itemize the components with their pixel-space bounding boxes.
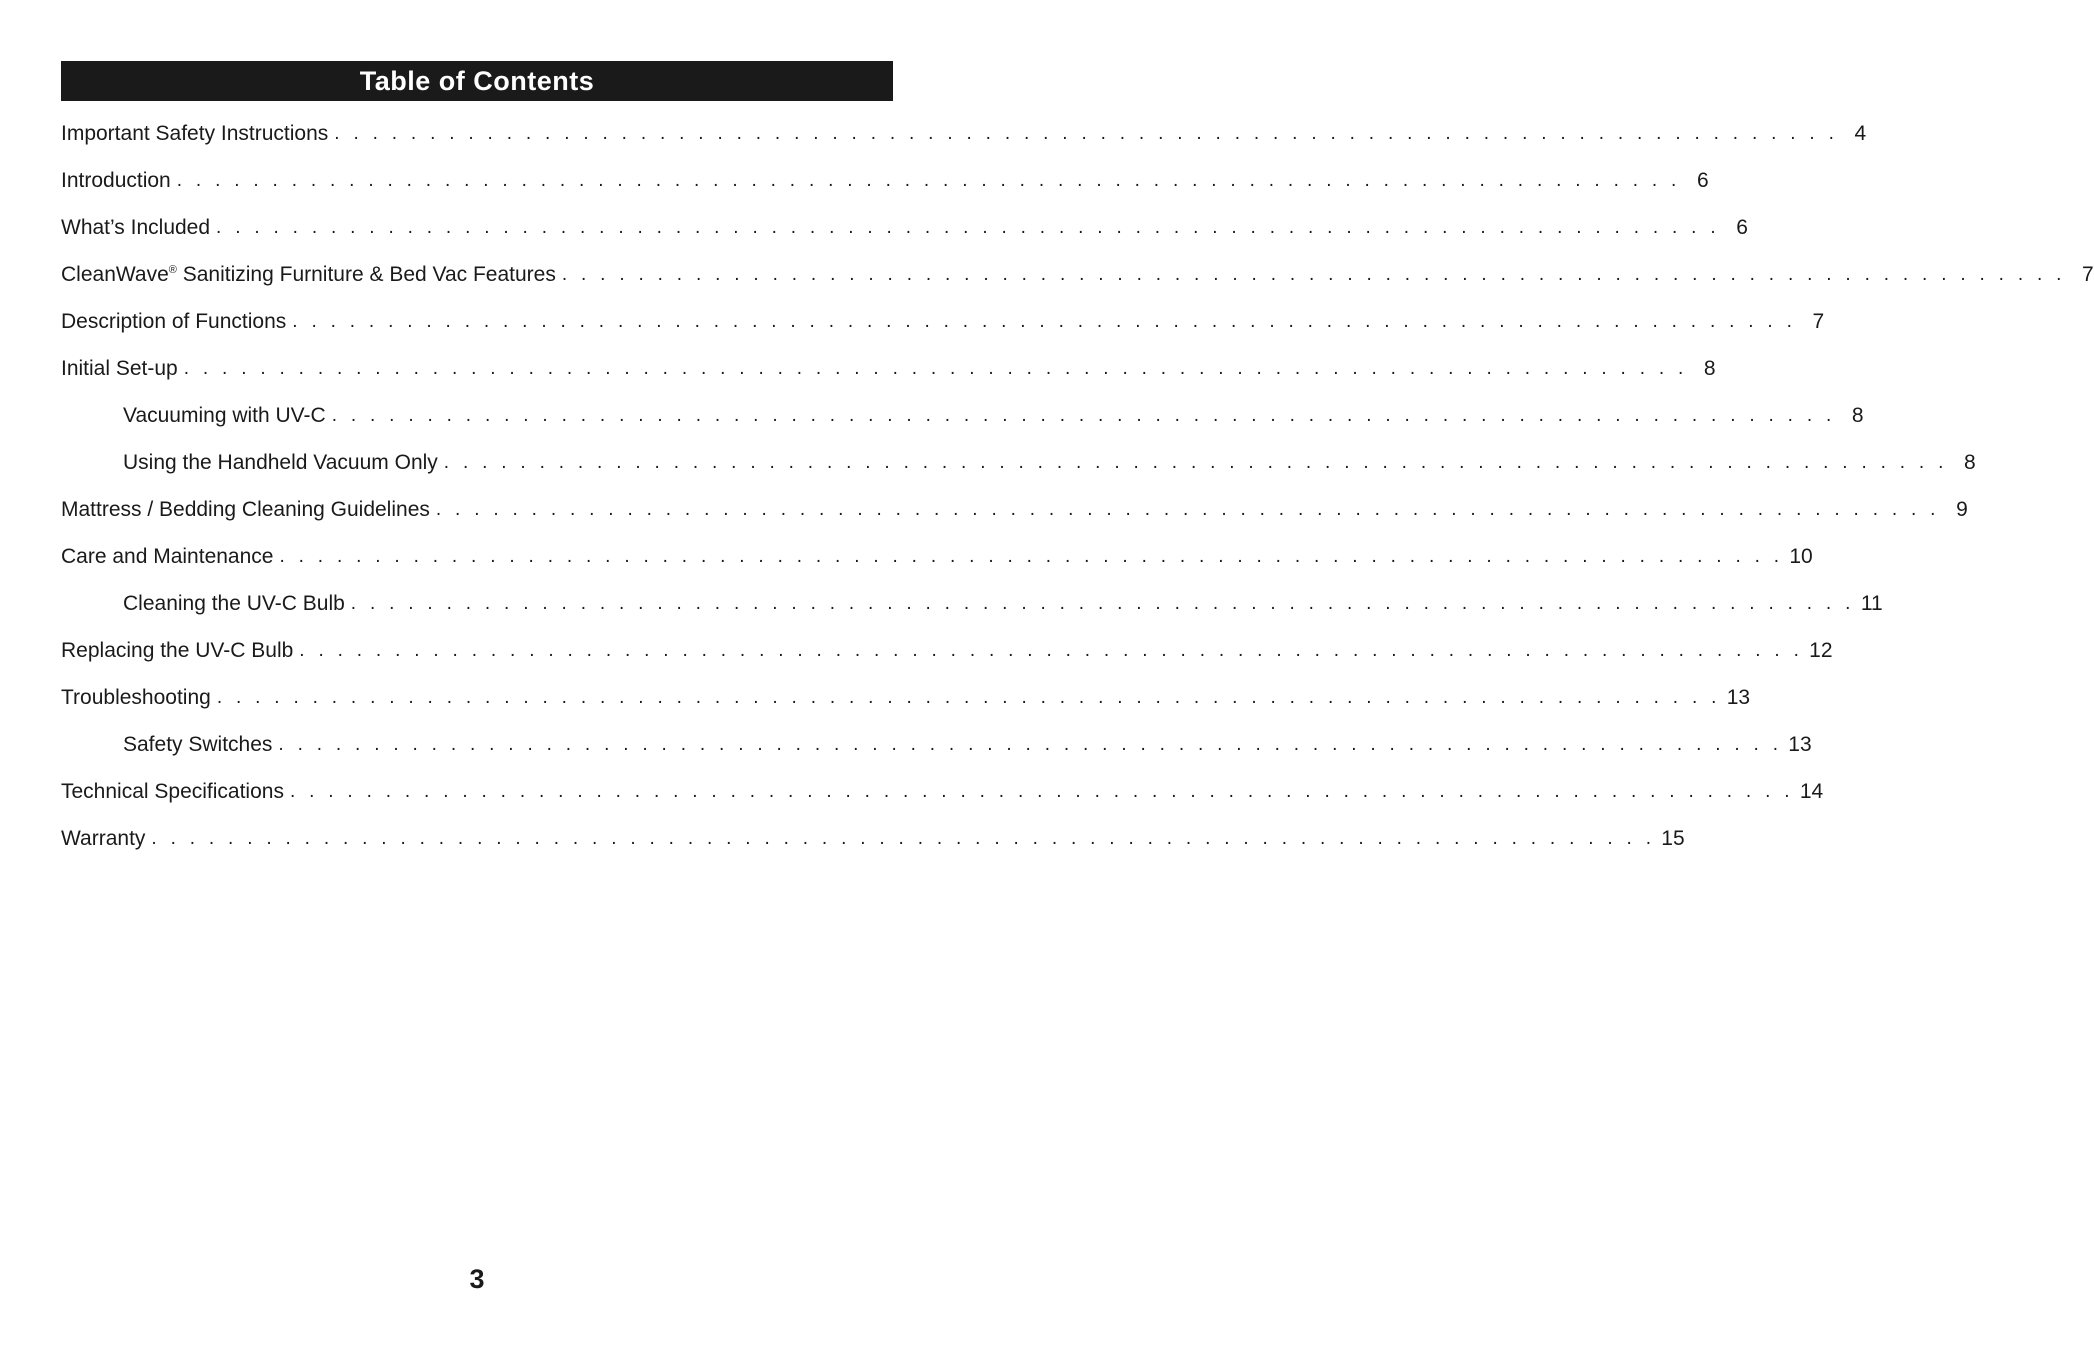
- toc-leader-dots: . . . . . . . . . . . . . . . . . . . . . . . . . . . . . . . . . . . . . . . . . . . . . . . . . . . . . . . . . . . . . . . . . . . . . . . . . . . . . . .: [443, 452, 1948, 473]
- toc-entry-page: 9: [1956, 498, 1968, 521]
- toc-entry[interactable]: [61, 204, 1748, 251]
- toc-leader-dots: . . . . . . . . . . . . . . . . . . . . . . . . . . . . . . . . . . . . . . . . . . . . . . . . . . . . . . . . . . . . . . . . . . . . . . . . . . . . . . .: [216, 217, 1720, 238]
- toc-leader-dots: . . . . . . . . . . . . . . . . . . . . . . . . . . . . . . . . . . . . . . . . . . . . . . . . . . . . . . . . . . . . . . . . . . . . . . . . . . . . . . .: [435, 499, 1940, 520]
- toc-entry-page: 8: [1851, 404, 1864, 427]
- toc-leader-dots: . . . . . . . . . . . . . . . . . . . . . . . . . . . . . . . . . . . . . . . . . . . . . . . . . . . . . . . . . . . . . . . . . . . . . . . . . . . . . . .: [278, 734, 1783, 755]
- toc-entry[interactable]: [61, 486, 1968, 533]
- toc-leader-dots: . . . . . . . . . . . . . . . . . . . . . . . . . . . . . . . . . . . . . . . . . . . . . . . . . . . . . . . . . . . . . . . . . . . . . . . . . . . . . . .: [561, 264, 2066, 285]
- toc-header-bar: [61, 61, 893, 101]
- toc-entry-title-brand: CleanWave: [61, 263, 169, 286]
- toc-entry-title: Initial Set-up: [61, 357, 178, 380]
- toc-entry-title: Warranty: [61, 827, 146, 850]
- toc-entry[interactable]: [61, 157, 1709, 204]
- toc-entry-title: Important Safety Instructions: [61, 122, 329, 145]
- toc-entry-title: Replacing the UV-C Bulb: [61, 639, 294, 662]
- page-title: Table of Contents: [359, 65, 595, 96]
- toc-entry-title: Mattress / Bedding Cleaning Guidelines: [61, 498, 430, 521]
- toc-entry-title: Care and Maintenance: [61, 545, 274, 568]
- toc-entry-title: What’s Included: [61, 216, 211, 239]
- toc-entry-page: 7: [2082, 263, 2094, 286]
- toc-leader-dots: . . . . . . . . . . . . . . . . . . . . . . . . . . . . . . . . . . . . . . . . . . . . . . . . . . . . . . . . . . . . . . . . . . . . . . . . . . . . . . .: [299, 640, 1804, 661]
- toc-entry[interactable]: [61, 533, 1813, 580]
- toc-entry-title: Technical Specifications: [61, 780, 284, 803]
- toc-entry-page: 10: [1789, 545, 1813, 568]
- toc-entry[interactable]: [61, 815, 1685, 862]
- toc-entry-title: Description of Functions: [61, 310, 287, 333]
- toc-entry[interactable]: [61, 627, 1833, 674]
- toc-entry-page: 13: [1788, 733, 1812, 756]
- toc-entry-page: 6: [1696, 169, 1709, 192]
- toc-leader-dots: . . . . . . . . . . . . . . . . . . . . . . . . . . . . . . . . . . . . . . . . . . . . . . . . . . . . . . . . . . . . . . . . . . . . . . . . . . . . . . .: [279, 546, 1784, 567]
- toc-leader-dots: . . . . . . . . . . . . . . . . . . . . . . . . . . . . . . . . . . . . . . . . . . . . . . . . . . . . . . . . . . . . . . . . . . . . . . . . . . . . . . .: [334, 123, 1839, 144]
- toc-entry-page: 6: [1736, 216, 1748, 239]
- toc-entry-title: Introduction: [61, 169, 171, 192]
- toc-subentry[interactable]: [61, 580, 1883, 627]
- toc-subentry[interactable]: [61, 392, 1864, 439]
- toc-entry[interactable]: [61, 251, 2094, 298]
- toc-entry-page: 4: [1854, 122, 1867, 145]
- toc-entry[interactable]: [61, 298, 1825, 345]
- page-number: 3: [469, 1264, 485, 1294]
- toc-entry-page: 13: [1726, 686, 1751, 709]
- toc-entry-page: 8: [1963, 451, 1976, 474]
- toc-entry-page: 14: [1799, 780, 1824, 803]
- toc-entry-page: 11: [1860, 592, 1883, 615]
- toc-entry-title: Cleaning the UV-C Bulb: [123, 592, 345, 615]
- toc-entry-title: [61, 264, 556, 285]
- toc-entry[interactable]: [61, 110, 1867, 157]
- toc-entry-page: 8: [1703, 357, 1716, 380]
- registered-mark: ®: [168, 264, 177, 276]
- toc-entry[interactable]: [61, 674, 1751, 721]
- toc-leader-dots: . . . . . . . . . . . . . . . . . . . . . . . . . . . . . . . . . . . . . . . . . . . . . . . . . . . . . . . . . . . . . . . . . . . . . . . . . . . . . . .: [151, 828, 1656, 849]
- toc-entry-title: Troubleshooting: [61, 686, 211, 709]
- toc-entry-page: 15: [1661, 827, 1685, 850]
- toc-subentry[interactable]: [61, 439, 1976, 486]
- toc-entry-title: Vacuuming with UV-C: [123, 404, 326, 427]
- toc-entry[interactable]: [61, 345, 1716, 392]
- toc-entry-page: 7: [1812, 310, 1825, 333]
- toc-entry[interactable]: [61, 768, 1824, 815]
- toc-leader-dots: . . . . . . . . . . . . . . . . . . . . . . . . . . . . . . . . . . . . . . . . . . . . . . . . . . . . . . . . . . . . . . . . . . . . . . . . . . . . . . .: [331, 405, 1836, 426]
- toc-leader-dots: . . . . . . . . . . . . . . . . . . . . . . . . . . . . . . . . . . . . . . . . . . . . . . . . . . . . . . . . . . . . . . . . . . . . . . . . . . . . . . .: [183, 358, 1688, 379]
- toc-entry-title: Safety Switches: [123, 733, 273, 756]
- toc-leader-dots: . . . . . . . . . . . . . . . . . . . . . . . . . . . . . . . . . . . . . . . . . . . . . . . . . . . . . . . . . . . . . . . . . . . . . . . . . . . . . . .: [289, 781, 1794, 802]
- toc-leader-dots: . . . . . . . . . . . . . . . . . . . . . . . . . . . . . . . . . . . . . . . . . . . . . . . . . . . . . . . . . . . . . . . . . . . . . . . . . . . . . . .: [350, 593, 1855, 614]
- toc-subentry[interactable]: [61, 721, 1812, 768]
- toc-list: [61, 110, 2094, 862]
- toc-leader-dots: . . . . . . . . . . . . . . . . . . . . . . . . . . . . . . . . . . . . . . . . . . . . . . . . . . . . . . . . . . . . . . . . . . . . . . . . . . . . . . .: [292, 311, 1797, 332]
- toc-entry-title-rest: Sanitizing Furniture & Bed Vac Features: [176, 263, 556, 286]
- toc-entry-page: 12: [1809, 639, 1833, 662]
- toc-leader-dots: . . . . . . . . . . . . . . . . . . . . . . . . . . . . . . . . . . . . . . . . . . . . . . . . . . . . . . . . . . . . . . . . . . . . . . . . . . . . . . .: [216, 687, 1721, 708]
- toc-entry-title: Using the Handheld Vacuum Only: [123, 451, 438, 474]
- toc-leader-dots: . . . . . . . . . . . . . . . . . . . . . . . . . . . . . . . . . . . . . . . . . . . . . . . . . . . . . . . . . . . . . . . . . . . . . . . . . . . . . . .: [176, 170, 1681, 191]
